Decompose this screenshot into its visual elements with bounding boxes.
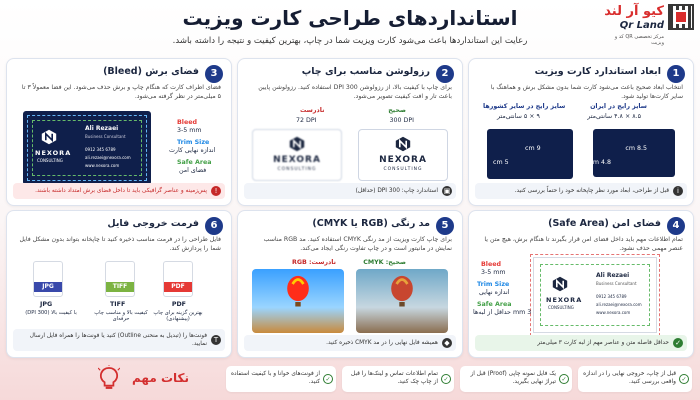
nexora-name: NEXORA bbox=[273, 155, 321, 165]
card-web: www.nexora.com bbox=[85, 163, 120, 168]
bleed-card-sample bbox=[23, 111, 151, 185]
trim-value: اندازه نهایی bbox=[479, 289, 510, 296]
brand-logo bbox=[602, 4, 694, 48]
intl-size-value: ۹ × ۵ سانتی‌متر bbox=[497, 113, 540, 120]
nexora-logo-icon bbox=[41, 129, 57, 145]
card-dimensions bbox=[468, 58, 694, 206]
tips-title: نکات مهم bbox=[132, 371, 189, 385]
card-number: 6 bbox=[205, 217, 223, 235]
card-title: مد رنگی (RGB یا CMYK) bbox=[312, 218, 430, 229]
file-icon-jpg: JPG bbox=[33, 261, 63, 297]
card-number: 2 bbox=[436, 65, 454, 83]
balloon-icon bbox=[280, 275, 316, 311]
card-brand: NEXORA bbox=[546, 296, 583, 304]
bleed-value: 3-5 mm bbox=[177, 127, 202, 134]
wrong-label: نادرست bbox=[300, 107, 325, 114]
balloon-icon bbox=[384, 275, 420, 311]
correct-label: صحیح: CMYK bbox=[363, 259, 406, 266]
nexora-sub: CONSULTING bbox=[277, 167, 317, 172]
brand-tagline: مرکز تخصصی QR کد و ویزیت bbox=[614, 34, 664, 46]
iran-size-label: سایز رایج در ایران bbox=[590, 103, 647, 110]
check-icon: ✓ bbox=[559, 374, 569, 384]
nexora-sub: CONSULTING bbox=[383, 167, 423, 172]
tip-item: ✓ از فونت‌های خوانا و با کیفیت استفاده کنید. bbox=[226, 366, 336, 392]
file-desc-jpg: با کیفیت بالا (300 DPI) bbox=[25, 310, 77, 316]
safe-card-sample bbox=[533, 257, 657, 333]
card-description: فضای اطراف کارت که هنگام چاپ و برش حذف می‌شود. این فضا معمولاً ۳ تا ۵ میلی‌متر در نظر گرفته می‌شود. bbox=[21, 84, 221, 101]
iran-size-value: ۸.۵ × ۴.۸ سانتی‌متر bbox=[587, 113, 641, 120]
card-brand-sub: CONSULTING bbox=[37, 158, 63, 163]
card-brand: NEXORA bbox=[35, 149, 72, 157]
bleed-value: 3-5 mm bbox=[481, 269, 506, 276]
safe-value: 3 mm حداقل از لبه‌ها bbox=[473, 309, 532, 316]
safe-label: Safe Area bbox=[177, 159, 212, 166]
info-icon: i bbox=[673, 186, 683, 196]
safe-value: فضای امن bbox=[179, 167, 207, 174]
safe-label: Safe Area bbox=[477, 301, 512, 308]
card-title: فضای برش (Bleed) bbox=[103, 66, 199, 77]
card-email: ali.rezaei@nexora.com bbox=[596, 302, 642, 307]
tips-section bbox=[0, 362, 700, 400]
nexora-logo-icon bbox=[289, 136, 305, 152]
bleed-label: Bleed bbox=[177, 119, 198, 126]
card-person: Ali Rezaei bbox=[596, 272, 630, 279]
check-icon: ✓ bbox=[679, 374, 689, 384]
card-number: 1 bbox=[667, 65, 685, 83]
logo-sample-blurry bbox=[252, 129, 342, 181]
intl-size-label: سایز رایج در سایر کشورها bbox=[483, 103, 566, 110]
card-note: T فونت‌ها را (تبدیل به منحنی Outline) کنید یا فونت‌ها را همراه فایل ارسال نمایید. bbox=[13, 329, 225, 351]
trim-label: Trim Size bbox=[177, 139, 210, 146]
file-desc-pdf: بهترین گزینه برای چاپ (پیشنهادی) bbox=[153, 310, 203, 322]
card-brand-sub: CONSULTING bbox=[548, 305, 574, 310]
card-safe-area bbox=[468, 210, 694, 358]
file-name-jpg: JPG bbox=[40, 301, 53, 308]
file-name-pdf: PDF bbox=[171, 301, 186, 308]
font-icon: T bbox=[211, 335, 221, 345]
iran-width-label: 8.5 cm bbox=[625, 145, 647, 152]
card-role: Business Consultant bbox=[596, 281, 637, 286]
file-name-tiff: TIFF bbox=[110, 301, 126, 308]
check-icon: ✓ bbox=[441, 374, 451, 384]
nexora-logo-icon bbox=[552, 276, 568, 292]
nexora-logo-icon bbox=[395, 136, 411, 152]
trim-label: Trim Size bbox=[477, 281, 510, 288]
logo-sample-sharp bbox=[358, 129, 448, 181]
nexora-name: NEXORA bbox=[379, 155, 427, 165]
file-icon-pdf: PDF bbox=[163, 261, 193, 297]
card-description: برای چاپ با کیفیت بالا، از رزولوشن 300 DPI استفاده کنید. رزولوشن پایین باعث تار و افت کیفیت تصویر می‌شود. bbox=[258, 84, 452, 101]
card-description: انتخاب ابعاد صحیح باعث می‌شود کارت شما بدون مشکل برش و هماهنگ با سایر کارت‌ها تولید شود. bbox=[490, 84, 683, 101]
check-icon: ✓ bbox=[323, 374, 333, 384]
card-description: تمام اطلاعات مهم باید داخل فضای امن قرار بگیرند تا هنگام برش، هیچ متن یا عنصر مهمی حذف نشود. bbox=[484, 236, 683, 253]
card-title: رزولوشن مناسب برای چاپ bbox=[301, 66, 430, 77]
wrong-label: نادرست: RGB bbox=[292, 259, 336, 266]
intl-height-label: 5 cm bbox=[493, 159, 509, 166]
intl-width-label: 9 cm bbox=[525, 145, 541, 152]
card-title: فضای امن (Safe Area) bbox=[548, 218, 661, 229]
card-number: 5 bbox=[436, 217, 454, 235]
page-subtitle: رعایت این استانداردها باعث می‌شود کارت ویزیت شما در چاپ، بهترین کیفیت و نتیجه را داشته باشد. bbox=[172, 36, 528, 46]
brand-name-fa: کیو آر لند bbox=[604, 4, 664, 19]
card-bleed bbox=[6, 58, 232, 206]
card-number: 4 bbox=[667, 217, 685, 235]
card-description: فایل طراحی را در فرمت مناسب ذخیره کنید تا چاپخانه بتواند بدون مشکل فایل شما را پردازش کند. bbox=[19, 236, 221, 253]
tip-item: ✓ قبل از چاپ، خروجی نهایی را در اندازه واقعی بررسی کنید. bbox=[578, 366, 692, 392]
card-note: ✓ حداقل فاصله متن و عناصر مهم از لبه کارت ۳ میلی‌متر bbox=[475, 335, 687, 351]
warning-icon: ! bbox=[211, 186, 221, 196]
card-phone: 0912 345 6789 bbox=[596, 294, 627, 299]
card-role: Business Consultant bbox=[85, 134, 126, 139]
iran-height-label: 4.8 cm bbox=[589, 159, 611, 166]
correct-label: صحیح bbox=[388, 107, 406, 114]
tip-item: ✓ تمام اطلاعات تماس و لینک‌ها را قبل از چاپ چک کنید. bbox=[342, 366, 454, 392]
card-resolution bbox=[237, 58, 463, 206]
balloon-image-cmyk bbox=[356, 269, 448, 333]
card-note: ▣ استاندارد چاپ: 300 DPI (حداقل) bbox=[244, 183, 456, 199]
card-number: 3 bbox=[205, 65, 223, 83]
card-phone: 0912 345 6789 bbox=[85, 147, 116, 152]
card-web: www.nexora.com bbox=[596, 310, 631, 315]
card-title: فرمت خروجی فایل bbox=[107, 218, 199, 229]
card-note: i قبل از طراحی، ابعاد مورد نظر چاپخانه خود را حتماً بررسی کنید. bbox=[475, 183, 687, 199]
drop-icon: ◆ bbox=[442, 338, 452, 348]
card-sample-iran bbox=[593, 129, 675, 177]
card-email: ali.rezaei@nexora.com bbox=[85, 155, 131, 160]
brand-name-en: Qr Land bbox=[619, 20, 664, 31]
bleed-label: Bleed bbox=[481, 261, 502, 268]
card-file-format bbox=[6, 210, 232, 358]
page-title: استانداردهای طراحی کارت ویزیت bbox=[182, 6, 518, 30]
file-desc-tiff: کیفیت بالا و مناسب چاپ حرفه‌ای bbox=[94, 310, 148, 322]
trim-value: اندازه نهایی کارت bbox=[169, 147, 216, 154]
lightbulb-icon bbox=[98, 365, 120, 393]
header bbox=[0, 0, 700, 56]
balloon-image-rgb bbox=[252, 269, 344, 333]
card-sample-intl bbox=[487, 129, 573, 179]
card-color-mode bbox=[237, 210, 463, 358]
tip-item: ✓ یک فایل نمونه چاپی (Proof) قبل از تیراژ نهایی بگیرید. bbox=[460, 366, 572, 392]
card-note: ! پس‌زمینه و عناصر گرافیکی باید تا داخل فضای برش امتداد داشته باشند. bbox=[13, 183, 225, 199]
file-icon-tiff: TIFF bbox=[105, 261, 135, 297]
wrong-dpi: 72 DPI bbox=[296, 117, 317, 124]
card-person: Ali Rezaei bbox=[85, 125, 119, 132]
card-description: برای چاپ کارت ویزیت از مد رنگی CMYK استفاده کنید. مد RGB مناسب نمایش در مانیتور است و در چاپ تفاوت رنگی ایجاد می‌کند. bbox=[263, 236, 452, 253]
qr-center-icon bbox=[674, 10, 688, 24]
printer-icon: ▣ bbox=[443, 187, 451, 195]
check-icon: ✓ bbox=[673, 338, 683, 348]
card-note: ◆ همیشه فایل نهایی را در مد CMYK ذخیره کنید. bbox=[244, 335, 456, 351]
correct-dpi: 300 DPI bbox=[389, 117, 414, 124]
safe-line bbox=[540, 264, 650, 326]
card-title: ابعاد استاندارد کارت ویزیت bbox=[534, 66, 661, 77]
